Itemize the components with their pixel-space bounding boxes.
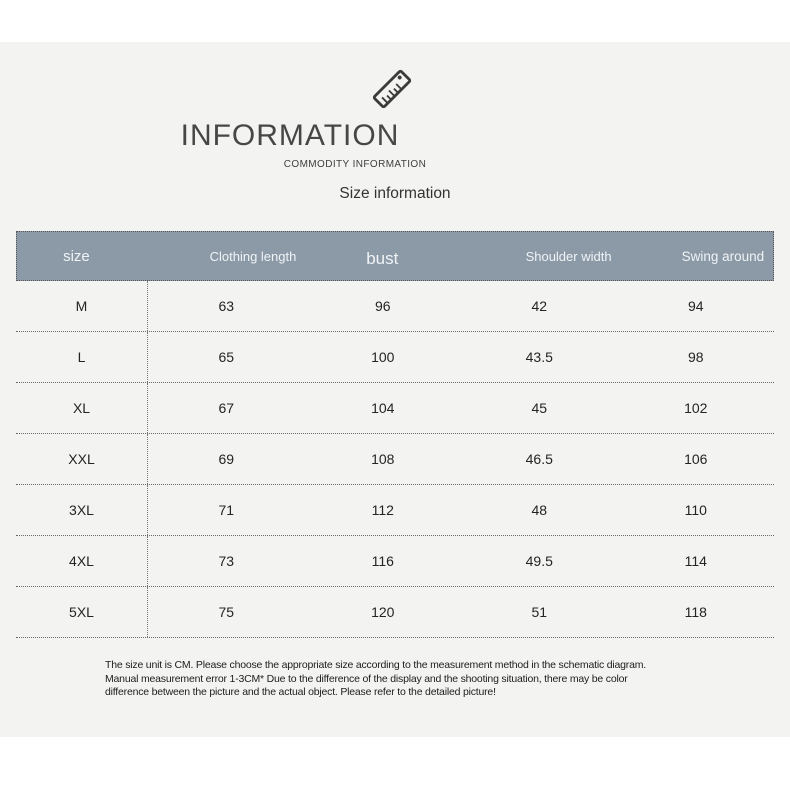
page-subtitle: COMMODITY INFORMATION [283, 159, 427, 170]
cell-swing-around: 102 [684, 400, 708, 416]
cell-size: 5XL [16, 587, 148, 637]
size-note [105, 659, 705, 700]
column-header-bust: bust [366, 249, 399, 268]
column-header-clothing-length: Clothing length [209, 248, 297, 264]
cell-clothing-length: 63 [218, 298, 235, 314]
cell-swing-around: 94 [687, 298, 704, 314]
cell-bust: 116 [371, 553, 394, 569]
cell-clothing-length: 73 [218, 553, 235, 569]
cell-clothing-length: 65 [218, 349, 235, 365]
cell-shoulder-width: 49.5 [525, 553, 553, 569]
cell-bust: 104 [371, 400, 395, 416]
table-row [16, 281, 774, 332]
cell-bust: 112 [371, 502, 394, 518]
cell-clothing-length: 75 [218, 604, 235, 620]
cell-clothing-length: 71 [218, 502, 235, 518]
size-note-line: Manual measurement error 1-3CM* Due to the difference of the display and the shooting situation, there may be color [105, 672, 628, 685]
cell-bust: 96 [374, 298, 391, 314]
table-row [16, 383, 774, 434]
cell-size: 3XL [16, 485, 148, 535]
cell-shoulder-width: 45 [531, 400, 548, 416]
cell-shoulder-width: 51 [531, 604, 548, 620]
cell-clothing-length: 67 [218, 400, 235, 416]
cell-shoulder-width: 42 [531, 298, 548, 314]
table-row [16, 434, 774, 485]
cell-bust: 108 [371, 451, 395, 467]
cell-swing-around: 106 [684, 451, 708, 467]
cell-size: 4XL [16, 536, 148, 586]
size-note-line: difference between the picture and the actual object. Please refer to the detailed picture! [105, 686, 496, 699]
bottom-white-band [0, 737, 790, 790]
cell-bust: 120 [371, 604, 395, 620]
cell-size: L [16, 332, 148, 382]
cell-bust: 100 [371, 349, 395, 365]
cell-clothing-length: 69 [218, 451, 235, 467]
cell-shoulder-width: 43.5 [525, 349, 553, 365]
cell-swing-around: 118 [684, 604, 707, 620]
column-header-shoulder-width: Shoulder width [525, 248, 612, 264]
cell-swing-around: 110 [684, 502, 707, 518]
column-header-size: size [63, 247, 90, 265]
cell-size: XL [16, 383, 148, 433]
cell-swing-around: 114 [684, 553, 707, 569]
cell-shoulder-width: 46.5 [525, 451, 553, 467]
table-row [16, 536, 774, 587]
table-header-row [16, 231, 774, 281]
table-row [16, 485, 774, 536]
cell-shoulder-width: 48 [531, 502, 548, 518]
table-row [16, 332, 774, 383]
page-title: INFORMATION [180, 119, 400, 152]
section-title: Size information [339, 185, 451, 202]
cell-size: XXL [16, 434, 148, 484]
size-note-line: The size unit is CM. Please choose the appropriate size according to the measurement method in the schematic diagram. [105, 659, 646, 671]
cell-swing-around: 98 [687, 349, 704, 365]
ruler-icon [366, 63, 418, 115]
column-header-swing-around: Swing around [681, 248, 765, 264]
cell-size: M [16, 281, 148, 331]
size-table [16, 231, 774, 638]
table-row [16, 587, 774, 638]
